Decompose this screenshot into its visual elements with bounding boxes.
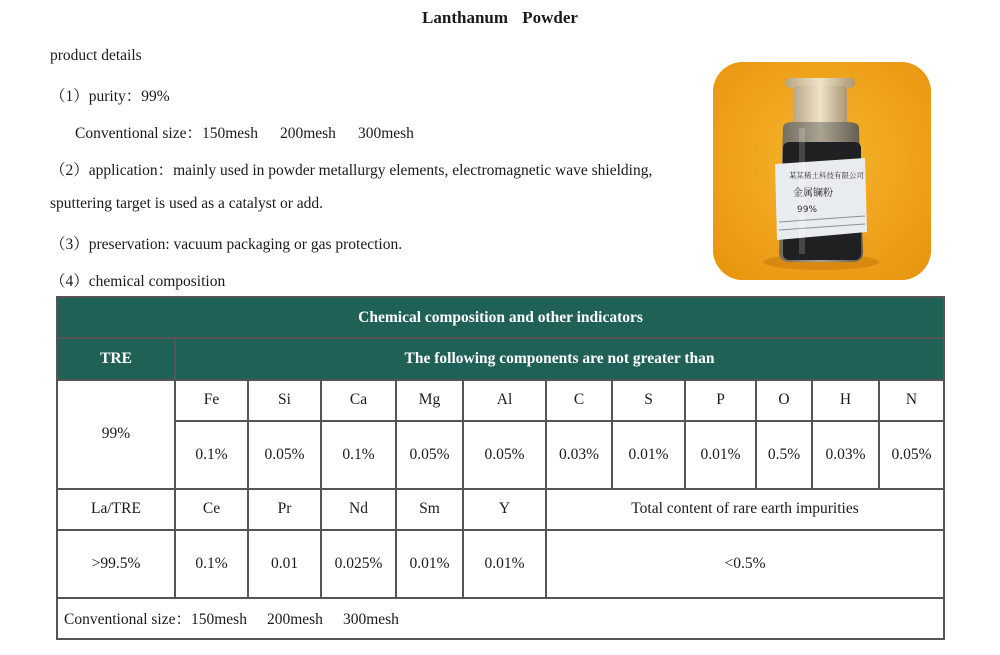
element-cell: C	[546, 380, 612, 421]
sizes-line	[75, 121, 436, 143]
value-cell: 0.05%	[879, 421, 944, 489]
element-values-row	[57, 421, 944, 489]
re-value-cell: 0.025%	[321, 530, 396, 598]
element-cell: S	[612, 380, 685, 421]
element-cell: Si	[248, 380, 321, 421]
bottle-label-line-3: 99%	[797, 205, 818, 215]
page-title: Lanthanum Powder	[422, 8, 578, 27]
value-cell: 0.03%	[812, 421, 879, 489]
size-150: 150mesh	[202, 125, 258, 142]
re-total-label: Total content of rare earth impurities	[546, 489, 944, 530]
rare-earth-header-row	[57, 489, 944, 530]
element-cell: H	[812, 380, 879, 421]
value-cell: 0.05%	[396, 421, 463, 489]
table-header-row	[57, 338, 944, 379]
bottle-label-line-2: 金属镧粉	[793, 188, 833, 199]
la-tre-label: La/TRE	[57, 489, 175, 530]
re-element-cell: Y	[463, 489, 546, 530]
re-element-cell: Ce	[175, 489, 248, 530]
product-photo	[713, 62, 931, 280]
purity-line: （1）purity：99%	[50, 88, 170, 105]
value-cell: 0.1%	[175, 421, 248, 489]
preservation-line: （3）preservation: vacuum packaging or gas protection.	[50, 236, 403, 253]
tre-value: 99%	[57, 380, 175, 489]
table-size-300: 300mesh	[342, 611, 399, 629]
sizes-row	[57, 598, 944, 639]
table-size-200: 200mesh	[266, 611, 323, 629]
value-cell: 0.03%	[546, 421, 612, 489]
re-element-cell: Pr	[248, 489, 321, 530]
composition-line: （4）chemical composition	[50, 273, 226, 290]
table-size-150: 150mesh	[191, 611, 247, 629]
application-line-2: sputtering target is used as a catalyst or add.	[50, 195, 324, 212]
size-300: 300mesh	[357, 125, 414, 142]
application-line-1: （2）application：mainly used in powder metallurgy elements, electromagnetic wave shielding,	[50, 162, 653, 179]
element-cell: Ca	[321, 380, 396, 421]
re-element-cell: Nd	[321, 489, 396, 530]
value-cell: 0.05%	[463, 421, 546, 489]
bottle-label-line-1: 某某稀土科技有限公司	[789, 171, 864, 180]
re-value-cell: 0.1%	[175, 530, 248, 598]
re-total-value: <0.5%	[546, 530, 944, 598]
element-cell: Fe	[175, 380, 248, 421]
value-cell: 0.01%	[685, 421, 756, 489]
rare-earth-values-row	[57, 530, 944, 598]
composition-table	[56, 296, 945, 640]
value-cell: 0.1%	[321, 421, 396, 489]
powder-bottle-image	[713, 62, 931, 280]
tre-header: TRE	[57, 338, 175, 379]
table-sizes-cell	[57, 598, 944, 639]
size-200: 200mesh	[279, 125, 336, 142]
re-value-cell: 0.01	[248, 530, 321, 598]
re-value-cell: 0.01%	[463, 530, 546, 598]
value-cell: 0.05%	[248, 421, 321, 489]
details-heading: product details	[50, 47, 142, 64]
element-cell: N	[879, 380, 944, 421]
element-cell: Al	[463, 380, 546, 421]
table-title-row	[57, 297, 944, 338]
la-tre-value: >99.5%	[57, 530, 175, 598]
elements-row	[57, 380, 944, 421]
re-element-cell: Sm	[396, 489, 463, 530]
table-title: Chemical composition and other indicators	[57, 297, 944, 338]
sizes-label: Conventional size：	[75, 125, 202, 142]
re-value-cell: 0.01%	[396, 530, 463, 598]
table-sizes-label: Conventional size：	[64, 611, 191, 629]
value-cell: 0.01%	[612, 421, 685, 489]
element-cell: Mg	[396, 380, 463, 421]
element-cell: O	[756, 380, 812, 421]
components-header: The following components are not greater than	[175, 338, 944, 379]
value-cell: 0.5%	[756, 421, 812, 489]
element-cell: P	[685, 380, 756, 421]
